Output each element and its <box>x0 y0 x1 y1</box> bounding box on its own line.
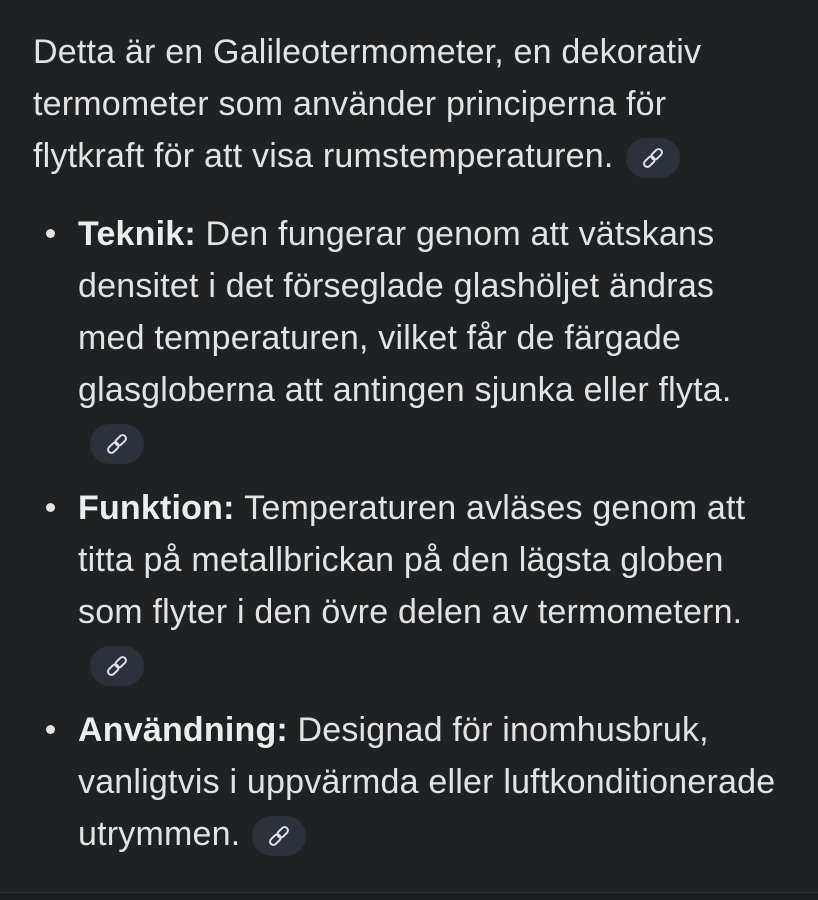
link-icon <box>266 823 292 849</box>
link-icon <box>104 431 130 457</box>
intro-paragraph <box>33 26 783 182</box>
bullet-label: Teknik: <box>78 215 196 253</box>
bottom-divider <box>0 892 818 900</box>
bullet-label: Användning: <box>78 711 288 749</box>
citation-link-chip[interactable] <box>626 138 680 178</box>
citation-link-chip[interactable] <box>90 646 144 686</box>
list-item <box>33 208 783 468</box>
citation-link-chip[interactable] <box>252 816 306 856</box>
list-item <box>33 704 783 860</box>
bullet-text: Designad för inomhusbruk, vanligtvis i uppvärmda eller luftkonditionerade utrymmen. <box>78 711 776 853</box>
list-item <box>33 482 783 690</box>
link-icon <box>640 145 666 171</box>
bullet-text: Den fungerar genom att vätskans densitet i det förseglade glashöljet ändras med temperaturen, vilket får de färgade glasgloberna att antingen sjunka eller flyta. <box>78 215 732 409</box>
bullet-label: Funktion: <box>78 489 235 527</box>
citation-link-chip[interactable] <box>90 424 144 464</box>
link-icon <box>104 653 130 679</box>
intro-text: Detta är en Galileotermometer, en dekorativ termometer som använder principerna för flytkraft för att visa rumstemperaturen. <box>33 33 702 175</box>
bullet-list <box>33 208 783 860</box>
bullet-text: Temperaturen avläses genom att titta på metallbrickan på den lägsta globen som flyter i den övre delen av termometern. <box>78 489 746 631</box>
